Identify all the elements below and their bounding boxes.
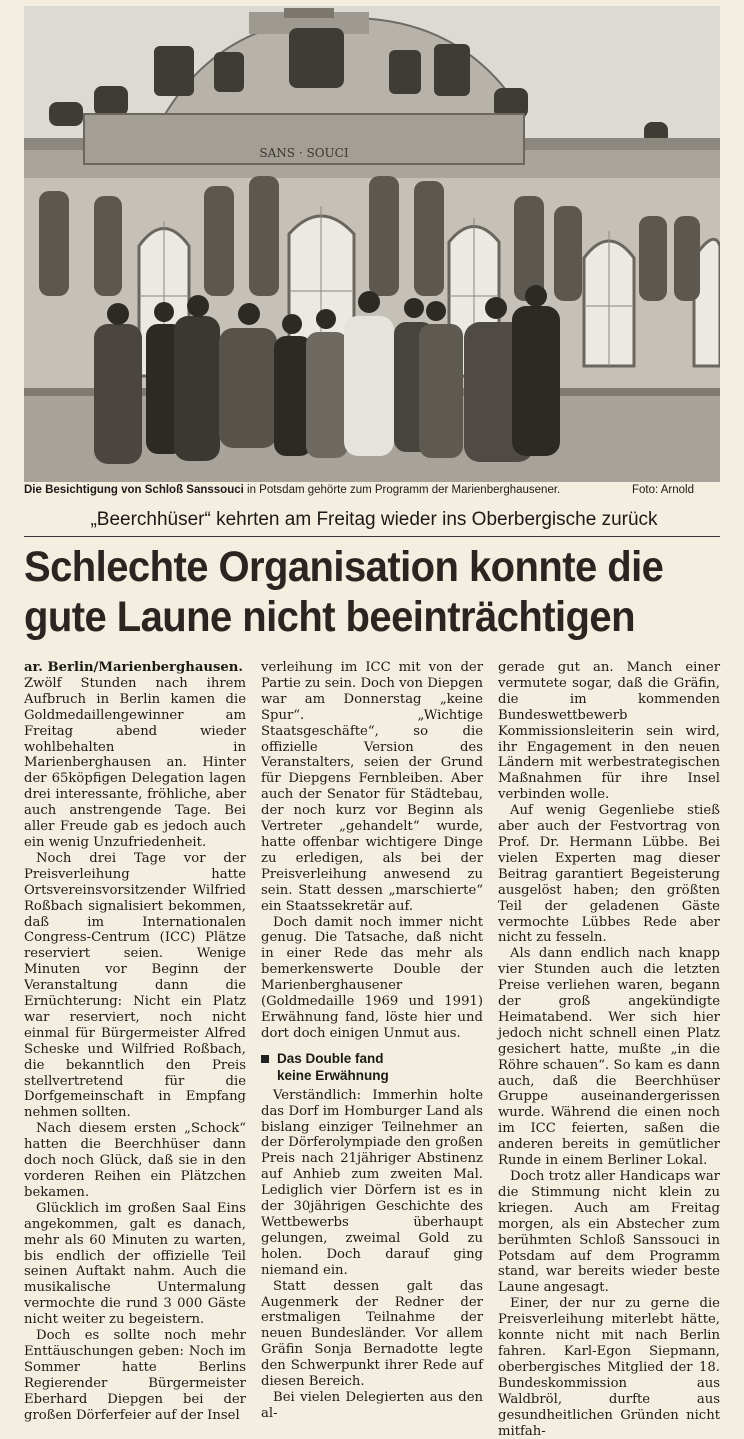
divider-rule (24, 536, 720, 537)
byline: ar. Berlin/Marienberghausen. (24, 660, 243, 675)
caption-rest: in Potsdam gehörte zum Programm der Marienberghausener. (243, 484, 561, 496)
paragraph: Als dann endlich nach knapp vier Stunden auch die letzten Preise verliehen waren, begann der groß angekündigte Heimatabend. Wer sich hier jedoch nicht schnell einen Platz gesichert hatte, mußte „in die Röhre schauen“. So kam es dann auch, daß die Beerchhüser Gruppe auseinandergerissen wurde. Während die einen noch im ICC feierten, saßen die anderen bereits in gemütlicher Runde in einem Berliner Lokal. (498, 946, 720, 1169)
photo-caption (24, 484, 724, 496)
paragraph: Statt dessen galt das Augenmerk der Redner der erstmaligen Teilnahme der neuen Bundesländer. Vor allem Gräfin Sonja Bernadotte legte den Schwerpunkt ihrer Rede auf diesen Bereich. (261, 1278, 483, 1390)
paragraph (24, 660, 246, 676)
paragraph: Doch trotz aller Handicaps war die Stimmung nicht klein zu kriegen. Auch am Freitag morgen, als ein Abstecher zum berühmten Schloß Sanssouci in Potsdam auf dem Programm stand, war bereits wieder beste Laune angesagt. (498, 1169, 720, 1296)
paragraph: Nach diesem ersten „Schock“ hatten die Beerchhüser dann doch noch Glück, daß sie in den vorderen Reihen ein Plätzchen bekamen. (24, 1121, 246, 1200)
paragraph: Doch damit noch immer nicht genug. Die Tatsache, daß nicht in einer Rede das mehr als bemerkenswerte Double der Marienberghausener (Goldmedaille 1969 und 1991) Erwähnung fand, löste hier und dort doch einigen Unmut aus. (261, 914, 483, 1041)
subheading-line-1: Das Double fand (277, 1050, 384, 1066)
facade-lettering: SANS · SOUCI (259, 146, 349, 160)
column-2 (261, 660, 483, 1422)
subheading-line-2: keine Erwähnung (277, 1067, 389, 1083)
paragraph: Zwölf Stunden nach ihrem Aufbruch in Berlin kamen die Goldmedaillengewinner am Freitag abend wieder wohlbehalten in Marienberghausen an. Hinter der 65köpfigen Delegation lagen drei interessante, fröhliche, aber auch anstrengende Tage. Bei aller Freude gab es jedoch auch ein wenig Unzufriedenheit. (24, 675, 246, 850)
bullet-square-icon (261, 1055, 269, 1063)
paragraph: Noch drei Tage vor der Preisverleihung hatte Ortsvereinsvorsitzender Wilfried Roßbach signalisiert bekommen, daß im Internationalen Congress-Centrum (ICC) Plätze reserviert seien. Wenige Minuten vor Beginn der Veranstaltung dann die Ernüchterung: Nicht ein Platz war reserviert, noch nicht einmal für Bürgermeister Alfred Scheske und Wilfried Roßbach, die bekanntlich den Preis stellvertretend für die Dorfgemeinschaft in Empfang nehmen sollten. (24, 850, 246, 1121)
paragraph: Doch es sollte noch mehr Enttäuschungen geben: Noch im Sommer hatte Berlins Regierender Bürgermeister Eberhard Diepgen bei der großen Dörferfeier auf der Insel (24, 1328, 246, 1423)
headline-line-2: gute Laune nicht beeinträchtigen (24, 593, 635, 641)
column-3 (498, 660, 720, 1439)
column-1 (24, 660, 246, 1424)
paragraph: Bei vielen Delegierten aus den al- (261, 1389, 483, 1421)
photo-sanssouci (24, 6, 720, 482)
paragraph: gerade gut an. Manch einer vermutete sogar, daß die Gräfin, die im kommenden Bundeswettbewerb Kommissionsleiterin sein wird, ihr Engagement in den neuen Ländern mit werbestrategischen Maßnahmen für ihre Insel verbinden wolle. (498, 660, 720, 803)
paragraph: Auf wenig Gegenliebe stieß aber auch der Festvortrag von Prof. Dr. Hermann Lübbe. Bei vielen Experten mag dieser Beitrag garantiert Begeisterung ausgelöst haben; den größten Teil der geladenen Gäste vermochte Lübbes Rede aber nicht zu fesseln. (498, 803, 720, 946)
caption-bold: Die Besichtigung von Schloß Sanssouci (24, 484, 244, 496)
subheading (261, 1050, 483, 1084)
headline (24, 542, 675, 642)
paragraph: Einer, der nur zu gerne die Preisverleihung miterlebt hätte, konnte nicht mit nach Berlin fahren. Karl-Egon Siepmann, oberbergisches Mitglied der 18. Bundeskommission aus Waldbröl, durfte aus gesundheitlichen Gründen nicht mitfah- (498, 1296, 720, 1439)
kicker: „Beerchhüser“ kehrten am Freitag wieder ins Oberbergische zurück (90, 509, 658, 530)
caption-text (24, 484, 560, 496)
photo-illustration (24, 6, 720, 482)
photo-credit: Foto: Arnold (631, 484, 694, 496)
headline-line-1: Schlechte Organisation konnte die (24, 543, 664, 591)
paragraph: verleihung im ICC mit von der Partie zu sein. Doch von Diepgen war am Donnerstag „keine Spur“. „Wichtige Staatsgeschäfte“, so die offizielle Version des Veranstalters, seien der Grund für Diepgens Fernbleiben. Aber auch der Senator für Städtebau, der noch kurz vor Beginn als Vertreter „gehandelt“ wurde, hatte offenbar wichtigere Dinge zu erledigen, als bei der Preisverleihung anwesend zu sein. Statt dessen „marschierte“ ein Staatssekretär auf. (261, 660, 483, 914)
paragraph: Glücklich im großen Saal Eins angekommen, galt es danach, mehr als 60 Minuten zu warten, bis endlich der offizielle Teil seinen Auftakt nahm. Auch die musikalische Untermalung vermochte die rund 3 000 Gäste nicht weiter zu begeistern. (24, 1200, 246, 1328)
paragraph: Verständlich: Immerhin holte das Dorf im Homburger Land als bislang einziger Teilnehmer an der Dörferolympiade den großen Preis nach 21jähriger Abstinenz auf Anhieb zum zweiten Mal. Lediglich vier Dörfern ist es in der 30jährigen Geschichte des Wettbewerbs überhaupt gelungen, zweimal Gold zu holen. Doch darauf ging niemand ein. (261, 1087, 483, 1278)
